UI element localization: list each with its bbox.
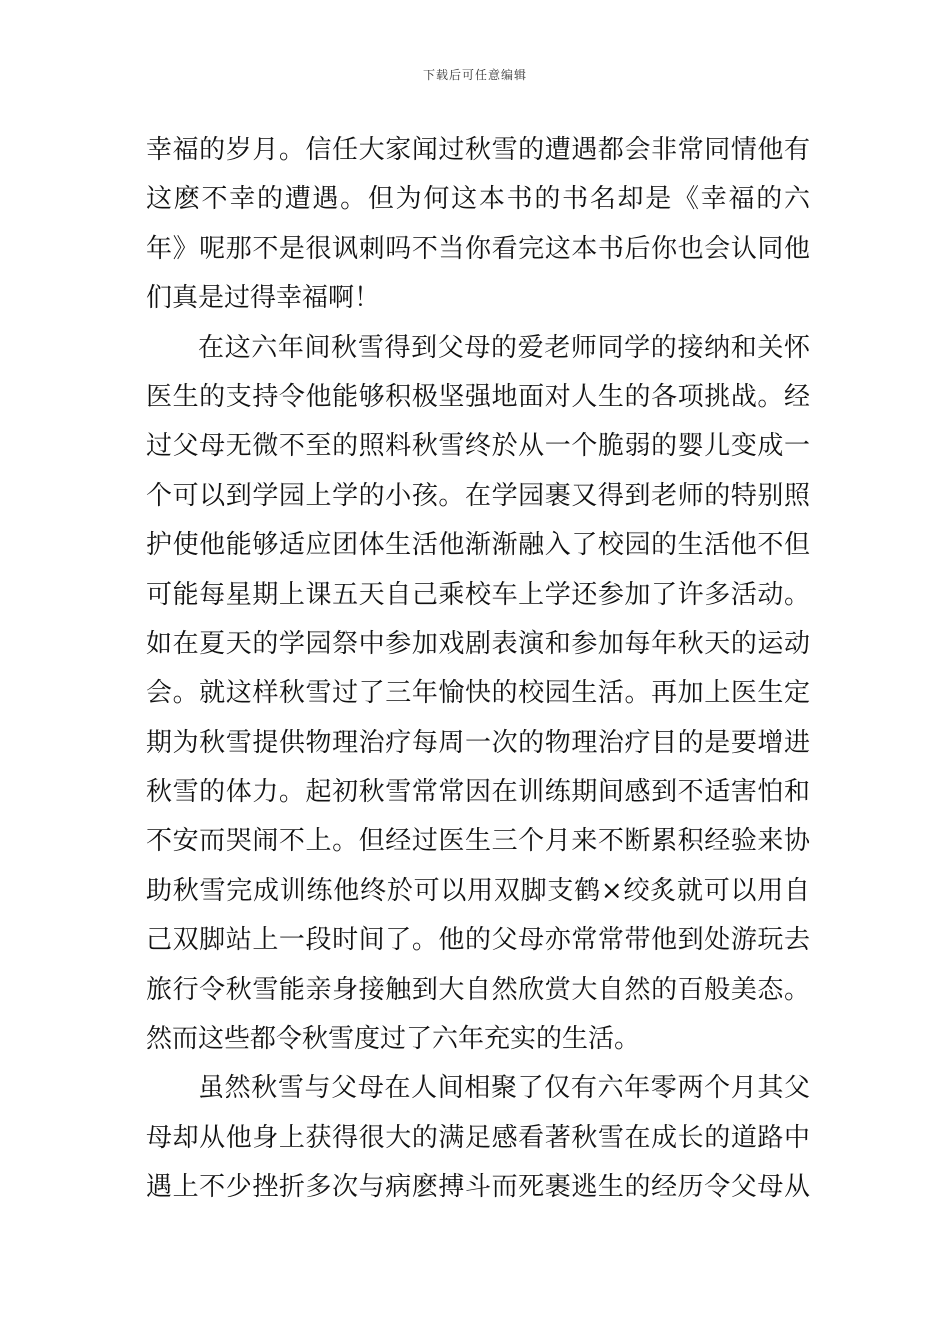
text-line: 助秋雪完成训练他终於可以用双脚支鹤×绞炙就可以用自: [146, 875, 810, 906]
text-line: 会。就这样秋雪过了三年愉快的校园生活。再加上医生定: [146, 678, 810, 709]
text-line: 遇上不少挫折多次与病麽搏斗而死裹逃生的经历令父母从: [146, 1172, 810, 1203]
text-line: 个可以到学园上学的小孩。在学园裹又得到老师的特别照: [146, 480, 810, 511]
document-body: [146, 126, 810, 1213]
text-line: 过父母无微不至的照料秋雪终於从一个脆弱的婴儿变成一: [146, 431, 810, 462]
page-header-note: 下载后可任意编辑: [422, 68, 527, 82]
text-line: 们真是过得幸福啊！: [146, 283, 381, 314]
text-line: 旅行令秋雪能亲身接触到大自然欣赏大自然的百般美态。: [146, 974, 810, 1005]
text-line: 然而这些都令秋雪度过了六年充实的生活。: [146, 1024, 641, 1055]
text-line: 年》呢那不是很讽刺吗不当你看完这本书后你也会认同他: [146, 233, 810, 264]
text-line: 医生的支持令他能够积极坚强地面对人生的各项挑战。经: [146, 381, 810, 412]
text-line: 不安而哭闹不上。但经过医生三个月来不断累积经验来协: [146, 826, 810, 857]
text-line: 幸福的岁月。信任大家闻过秋雪的遭遇都会非常同情他有: [146, 135, 810, 165]
text-line: 母却从他身上获得很大的满足感看著秋雪在成长的道路中: [146, 1122, 810, 1153]
text-line: 护使他能够适应团体生活他渐渐融入了校园的生活他不但: [146, 530, 810, 561]
text-line: 如在夏天的学园祭中参加戏剧表演和参加每年秋天的运动: [146, 628, 810, 659]
text-line: 在这六年间秋雪得到父母的爱老师同学的接纳和关怀: [198, 332, 810, 363]
text-line: 这麽不幸的遭遇。但为何这本书的书名却是《幸福的六: [146, 184, 810, 215]
text-line: 虽然秋雪与父母在人间相聚了仅有六年零两个月其父: [198, 1073, 810, 1104]
text-line: 秋雪的体力。起初秋雪常常因在训练期间感到不适害怕和: [146, 777, 810, 808]
text-line: 可能每星期上课五天自己乘校车上学还参加了许多活动。: [146, 579, 810, 610]
text-line: 期为秋雪提供物理治疗每周一次的物理治疗目的是要增进: [146, 727, 810, 758]
text-line: 己双脚站上一段时间了。他的父母亦常常带他到处游玩去: [146, 925, 810, 956]
